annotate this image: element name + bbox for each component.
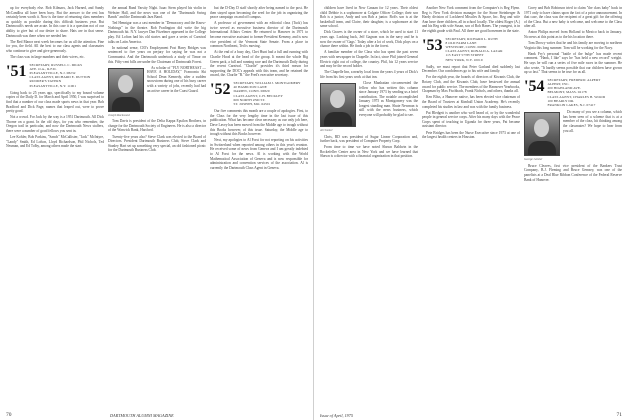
paragraph: Not a crowd. For Jack by the way is a 1951 Dartmouth. All Dick Thorne on a grant. In the old days, for you who remember, the Oregon trail in particular, and now the Dartmouth News staffers, there were a number of good fellows you sent in. <box>6 115 104 133</box>
paragraph: but the D-Day D staff shortly after being named to the post. He then stayed upon becoming the seed for the job in organizing the peace campaign on and off campus. <box>210 6 308 20</box>
paragraph: Bruce Cleaves, first vice president of the Bankers Trust Company, B.J. Fleming and Bruce Gemsey, was one of the panelists at a Deal Blue Ribbon Conference of the Federal Reserve Bank of Hanover. <box>524 163 622 182</box>
paragraph: The Red Manor next week becomes for us all the attention. Fine for you, the field. All the best to our class agents and classmates who continue to give and give generously. <box>6 39 104 53</box>
paragraph: A familiar member of the Class who has spent the past seven years with newspaper in Chapelle. In fact, since Phil joined General Electric right out of college, the country. Phil, his 12 years service and may be the record holder. <box>320 50 418 69</box>
contact-line: 609 NORTH 2ND ST. <box>233 97 266 102</box>
portrait-suit <box>324 112 352 126</box>
contact-line: CLASS AGENT, C.H. BECKLEY <box>233 93 283 98</box>
contact-line: SECRETARY, RICHARD L. RUTH <box>445 36 498 41</box>
contact-line: BELMONT, MASS. 02178 <box>547 90 587 95</box>
contact-line: FRANKLIN LAKES, N.J. 07417 <box>547 103 596 108</box>
paragraph: Pat Bledgett is another who well heard of, or by the wonderful people in general service corps. After his many days with the Peace Corps spent of teaching in Uganda for three years, Pat became assistant director. <box>422 110 520 129</box>
portrait-photo <box>524 112 560 156</box>
class-year: '53 <box>422 36 443 54</box>
paragraph: For the eighth year, the boards of directors of Kiwanis Club, the Rotary Club, and the Kiwanis Club, have bestowed the annual award for public service. The members of the Hannover Yearbooks, Chapman by Max Fischbach, Frank Nichols, and others, thanks all. <box>422 75 520 94</box>
paragraph: In national sense, CIO's Employment Post Harry Bridges was sentenced to five years on perjury for saying he was not a Communist. And the Dartmouth undertook a study of Timor on this. Fifty-cent bills are under the Chairman of Dartmouth Forest. <box>108 45 206 64</box>
paragraph: As scholar of "FLY NORTHEAST — HAVE A HOLIDAY," Franconia Ski School Dean Kennedy, after a sudden snowstorm during one of his busy career with a variety of jobs, recently had had an active career in the Coast Guard. <box>147 65 206 93</box>
paragraph: Another New York comment from the Computer's is Reg Flynn. Reg is New York division manager for the Stone Steinberger & Hardy division of Lockheed Missiles & Space, Inc. Reg and wife Ann have three children, all in school locally. The oldest Roger (A.) and his Reg with wife Susan, son of Rob Hanes. The youngest, is in the eighth grade with Paul. All three are good horsemen in the state. <box>422 6 520 33</box>
contact-line: WESTPORT, CONN. 06880 <box>445 44 487 49</box>
contact-line: 40 HAMILTON LANE <box>233 85 267 90</box>
contact-line: AVE. O.A., R.F.D. <box>29 66 57 71</box>
photo-caption: George Geisler <box>524 157 543 162</box>
photo-caption: Al Chester <box>320 127 333 132</box>
paragraph: From time to time we have noted Shawn Baldwin in the Rockefeller Center area in New York and we have learned that Shawn is a director with a financial organization in that position. <box>320 145 418 159</box>
portrait-photo <box>320 83 356 127</box>
class-contacts <box>233 81 308 106</box>
right-column-2 <box>422 6 520 406</box>
portrait-face <box>534 119 549 137</box>
class-year: '51 <box>6 62 27 80</box>
class-contacts <box>29 63 104 88</box>
portrait-suit <box>528 141 556 155</box>
left-column-2 <box>108 6 206 406</box>
paragraph: Close Manhattan circumvented the fellow who has written this column since January 1973 by sending us a brief contribution. The notable accomplished January 1975 as Montgomery was the longest standing man. Shute Newman is still with the news business, which everyone will probably be glad to see. <box>359 80 418 118</box>
paragraph: Ted Hennigar was a cast member in "Democracy and the Know-Nothings" in the theatre. Rob Fradington did write the big Dartmouth hit. N.Y. lawyer Dan Fitzelmer appeared in the College play. Ed Lofton had his old stories and gave a series of Carnival talks on Latin America. <box>108 21 206 44</box>
portrait-photo <box>108 68 144 112</box>
paragraph: Tom Drowy writes that he and his family are moving to northern Virginia this long summer. Tom will be working for the Navy. <box>524 41 622 50</box>
paragraph: The Chapelle Inn, a nearby local from the years 4 years of Dick's life from his first years work at that inn. <box>320 70 418 79</box>
paragraph: Sadly, we must report that Peter Garland died suddenly last December. Our condolences go to his wife and family. <box>422 64 520 74</box>
right-column-3 <box>524 6 622 406</box>
paragraph: The class was in large numbers and their wives, etc. <box>10 54 85 59</box>
contact-line: CLASS AGENT, RONALD A. LAZAR <box>445 49 503 54</box>
contact-line: ST. JOSEPH, MO. 64501 <box>233 101 271 106</box>
paragraph: A professor of government with an editorial class (Tuck) has twice served as executive business director of the Dartmouth International Affairs Center. He returned to Hanover in 1971 to become executive assistant to former President Kemeny, and is now vice president of the Vermont State Senate. From a place in common Northeast, Ted is moving. <box>210 21 308 49</box>
contact-line: DARIEN, CONN. 06820 <box>233 89 270 94</box>
paragraph: up for everybody else. Bob Kilmarx, Jack Harned, and Sandy McCandliss all have been busy. But the answer to the rest has certainly been worth it. Now is the time of returning class members as quickly as possible during this difficult business year. But Dartmouth's needs are acute. In this case it is a question not of our ability to give but of our desire to share. Hats are in that sense. Dartmouth was there when we needed her. <box>6 6 104 38</box>
publication-footer: DARTMOUTH ALUMNI MAGAZINE <box>110 413 174 418</box>
paragraph: the annual Band Varsity Night. Isaac Stern played his violin in Webster Hall, and the news was one of the "Dartmouth Swing Bands" and the Dartmouth Jazz Band. <box>108 6 206 20</box>
portrait-face <box>118 75 133 93</box>
paragraph: Ken Bliss, a Hanover native, has been elected vice chairman of the Board of Trustees at Kimball Union Academy. He's recently completed his studies in law and was with the family business. <box>422 95 520 109</box>
contact-line: PLEASANTVILLE, N.Y. 11001 <box>29 83 77 88</box>
contact-line: RUDDER'S TAVERN <box>29 79 62 84</box>
contact-line: SECRETARY, RUSSELL C. DILKS <box>29 62 83 67</box>
paragraph: Twenty-five years also? Steve Clark was elected to the Board of Directors. President Dartmouth Business Club, Steve Clark and Stanley Hart set up something very special, an old fashioned picnic for the Dartmouth Business Club. <box>108 134 206 153</box>
class-year: '52 <box>210 80 231 98</box>
paragraph: Hank Fry's personal "battle of the bulge" has made recent comment. "Hank, I like" says he "has held a new record" weight. He says he will run a series of five mile races in the summer. He also wrote, "It hardly seems possible that our children have grown up so fast." That seems to be true for us all. <box>524 51 622 75</box>
left-column-1 <box>6 6 104 406</box>
contact-line: ALPERT, INC. <box>547 82 570 87</box>
class-header-54 <box>524 78 622 107</box>
class-header-52 <box>210 81 308 106</box>
portrait-suit <box>112 97 140 111</box>
right-column-1 <box>320 6 418 406</box>
page-number: 71 <box>616 412 622 418</box>
photo-caption: Joseph Rockwood <box>108 112 130 117</box>
paragraph: Dick Graves is the owner of a store, which he used to start 11 years ago. Looking back, Jeff Gagnon was in the navy and he is now the owner of 'Gags.' Today after a lot of work, Dick plays on a chance there within. He finds a job in the forest. <box>320 30 418 49</box>
portrait-face <box>330 90 345 108</box>
contact-line: NEW YORK, N.Y. 10019 <box>445 57 483 62</box>
contact-line: 8 OLD FARM LANE <box>445 40 477 45</box>
class-contacts <box>547 78 622 107</box>
class-year: '54 <box>524 77 545 95</box>
page-number: 70 <box>6 412 12 418</box>
contact-line: CLASS AGENT, CHARLES B. WOOD <box>547 94 606 99</box>
paragraph: Our five comments this month are a couple of apologies. First, to the Class for the very lengthy time in the last issue of this publication. What has become clear necessary as our only job here, Dave Lavey has been moved from the Middle age to trough without this Books however, of this issue. Saturday, the Middle age to trough without this Books however. <box>210 109 308 137</box>
paragraph: children have lived in New Canaan for 12 years. Their oldest child Debbie is a sophomore at Colgate Officer College; their son Rob is a junior; Andy and son Rob a junior. Bob's son is at the basketball team, and Claire, their daughter, is a sophomore at the same school. <box>320 6 418 29</box>
contact-line: CLASS AGENT, RICHARD E. DUTTON <box>29 75 91 80</box>
contact-line: 115 EAST 57TH STREET <box>445 53 484 58</box>
contact-line: SECRETARY, FREDERIC ALPERT <box>547 77 601 82</box>
paragraph: At the end of a busy day, Chet Hunt had a full and running with Charlie Hood at the head of the group. It meant the whole Big Green pack, a full and running race and the Dartmouth Daily during the recent Carnival. "Charlie" provides it's third reason for supporting the DOC's appeals with this team, and he retained the award, the. Charlie "B." the Fred's executive secretary. <box>210 50 308 78</box>
class-contacts <box>445 37 520 62</box>
class-header-51 <box>6 63 104 88</box>
paragraph: Pete Bridges has been the Nurse Executive since 1973 at one of the largest health centers in Houston. <box>422 130 520 140</box>
left-column-3 <box>210 6 308 406</box>
paragraph: Do many of you see a column, which has been seen of a scheme that is at a member of the class, hit thinking among the classmates? We hope to hear from you all. <box>563 110 622 133</box>
contact-line: SECRETARY, WILLIAM J. MONTGOMERY <box>233 80 301 85</box>
right-page <box>314 0 628 420</box>
paragraph: Anton Philips moved from Holland to Mexico back in January. No news at this point as to the his location there. <box>524 30 622 40</box>
contact-line: 100 BEARLY DR. <box>547 98 575 103</box>
class-header-53 <box>422 37 520 62</box>
issue-footer: Issue of April, 1975 <box>320 413 353 418</box>
contact-line: 200 HIGHLAND AVE. <box>547 86 582 91</box>
contact-line: PLEASANTVILLE, N.J. 08232 <box>29 70 76 75</box>
paragraph: Lee Kohler, Bob Parkins, "Sanch" McCallister, "Jack" McIntyre, "Landy" Smith, Ed Lofton, Lloyd Richardson, Phil Nichols, Ted Neuman, and Ed Tolby, among others made the start. <box>6 135 104 149</box>
paragraph: Chris, RD was president of Sugar Linear Corporation and, further back, was president of Computer Property Corp. <box>320 134 418 144</box>
paragraph: Going back to 25 years ago, specifically to my bound volume copies of the Daily D. for March and April 1950, I was surprised to find that a number of our class made sports news in that year. Bob Bradford and Dick Page, names that leaped out, were to prove pretty good. <box>6 90 104 114</box>
paragraph: Tom Davis is president of the Delta Kappa Epsilon Brothers, in charge for the Dartmouth Society of Engineers. He is also a director of the Warwick Bank, Hartford. <box>108 119 206 133</box>
paragraph: Next, my apologies to Al Forst for not reporting on his activities in Switzerland when reported among others in this year's reunion. He received some of news from Geneva and I am greatly indebted to Al Forst for the news. Al is working with the World Mathematical Association of Geneva and is now responsible for administration and convention services of the association. Al is currently the Dartmouth Class Agent in Geneva. <box>210 138 308 170</box>
paragraph: Corey and Bob Robinson tried to claim "the class baby" back in 1971 only to have claims upon the fact of a prior announcement. In that case, the class was the recipient of a great gift for the offering of the Class. But a new baby is welcome, and welcome to the Class after all. <box>524 6 622 29</box>
